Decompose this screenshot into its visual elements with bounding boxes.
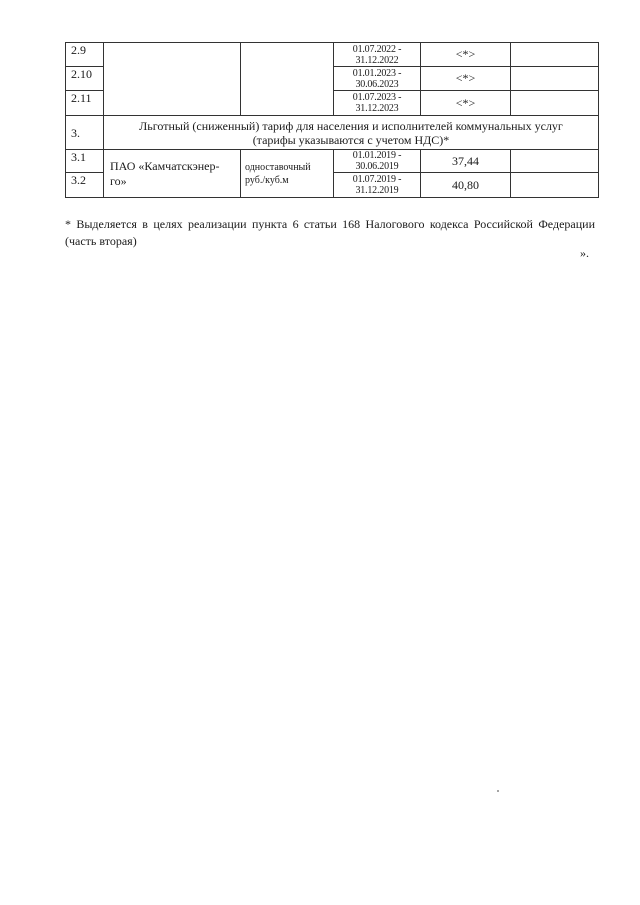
organization-line2: го» [110, 173, 127, 188]
period-start: 01.07.2022 - [352, 43, 402, 55]
period-start: 01.07.2019 - [352, 174, 402, 185]
section-header-row [66, 116, 599, 150]
empty-cell [511, 173, 599, 198]
period-cell [334, 43, 421, 67]
row-number: 2.10 [66, 67, 104, 91]
period-cell [334, 67, 421, 91]
tariff-value: <*> [421, 43, 511, 67]
period-start: 01.01.2019 - [352, 150, 402, 161]
section-number: 3. [66, 116, 104, 150]
period-cell [334, 91, 421, 116]
period-start: 01.07.2023 - [352, 92, 402, 103]
row-number: 2.11 [66, 91, 104, 116]
period-cell [334, 150, 421, 173]
period-end: 31.12.2023 [355, 103, 399, 114]
tariff-unit [241, 150, 334, 198]
unit-cell-empty [241, 43, 334, 116]
footnote: * Выделяется в целях реализации пункта 6 статьи 168 Налогового кодекса Российской Федерации (часть вторая) [65, 217, 595, 248]
section-title-line2: (тарифы указываются с учетом НДС)* [252, 132, 450, 147]
period-end: 30.06.2023 [355, 78, 399, 90]
period-end: 30.06.2019 [355, 161, 399, 172]
tariff-value: 37,44 [421, 150, 511, 173]
row-number: 2.9 [66, 43, 104, 67]
scan-speck [497, 790, 499, 792]
section-title [104, 116, 599, 150]
empty-cell [511, 43, 599, 67]
tariff-value: <*> [421, 67, 511, 91]
tariff-table [65, 42, 599, 198]
period-cell [334, 173, 421, 198]
tariff-value: <*> [421, 91, 511, 116]
tariff-unit-line1: одноставочный [245, 161, 311, 173]
org-cell-empty [104, 43, 241, 116]
table-row [66, 150, 599, 173]
period-end: 31.12.2019 [355, 185, 399, 196]
closing-quote-mark: ». [580, 246, 589, 260]
row-number: 3.2 [66, 173, 104, 198]
period-start: 01.01.2023 - [352, 67, 402, 79]
organization-line1: ПАО «Камчатскэнер- [110, 158, 220, 173]
organization-name [104, 150, 241, 198]
empty-cell [511, 67, 599, 91]
section-title-line1: Льготный (сниженный) тариф для населения и исполнителей коммунальных услуг [139, 118, 563, 133]
table-row [66, 43, 599, 67]
empty-cell [511, 150, 599, 173]
tariff-unit-line2: руб./куб.м [245, 174, 289, 186]
row-number: 3.1 [66, 150, 104, 173]
tariff-value: 40,80 [421, 173, 511, 198]
empty-cell [511, 91, 599, 116]
period-end: 31.12.2022 [355, 54, 399, 66]
